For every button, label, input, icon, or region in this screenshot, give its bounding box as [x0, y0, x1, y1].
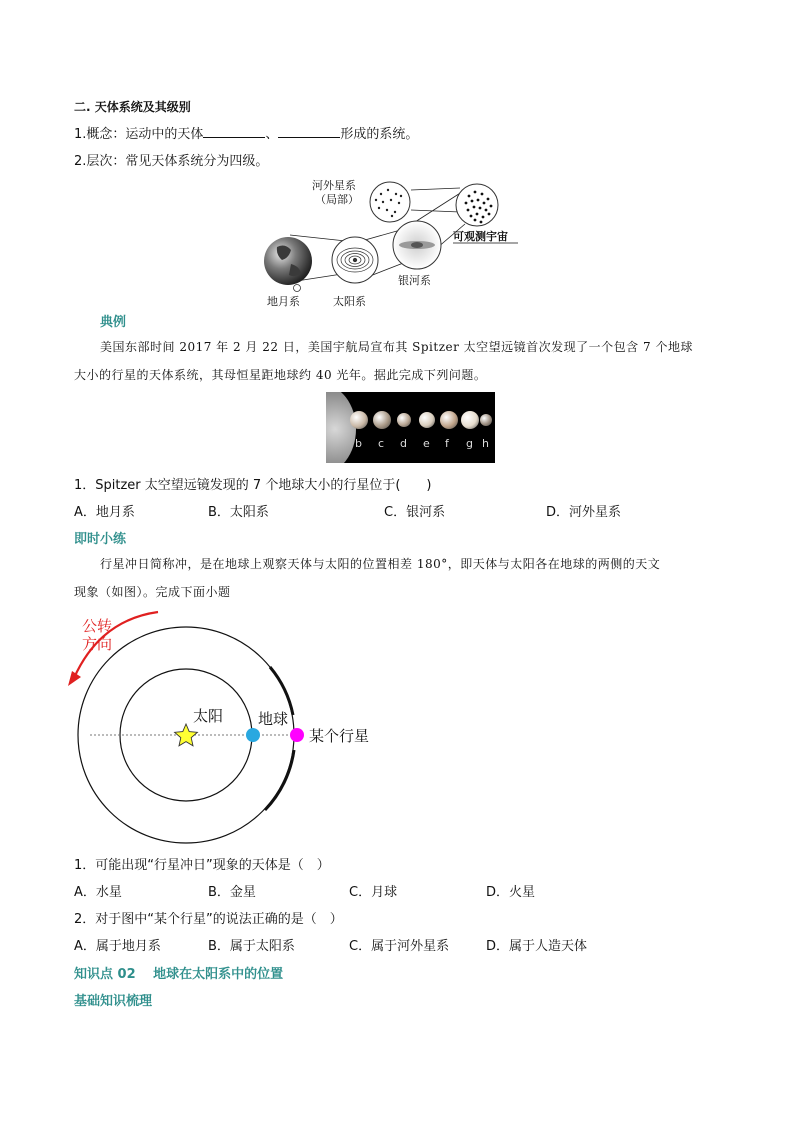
planet-letter: c	[378, 437, 385, 450]
example-text-1: 美国东部时间 2017 年 2 月 22 日，美国宇航局宣布其 Spitzer 太空望远镜首次发现了一个包含 7 个地球	[100, 340, 693, 354]
option-b[interactable]: B．太阳系	[208, 505, 269, 520]
option-a[interactable]: A．地月系	[74, 505, 135, 520]
q2-option-b[interactable]: B．属于太阳系	[208, 939, 295, 954]
example-text-2: 大小的行星的天体系统，其母恒星距地球约 40 光年。据此完成下列问题。	[74, 368, 487, 382]
planet-label: 某个行星	[309, 727, 370, 745]
label-solar-system: 太阳系	[333, 295, 366, 308]
extragalactic-icon	[370, 182, 410, 222]
example-question: 1．Spitzer 太空望远镜发现的 7 个地球大小的行星位于( )	[74, 478, 432, 493]
practice-question-1: 1．可能出现“行星冲日”现象的天体是（ ）	[74, 858, 330, 873]
label-extragalactic: 河外星系	[312, 179, 356, 192]
q1-option-c[interactable]: C．月球	[349, 885, 398, 900]
example-heading: 典例	[100, 315, 127, 330]
practice-question-2: 2．对于图中“某个行星”的说法正确的是（ ）	[74, 912, 343, 927]
label-milky-way: 银河系	[398, 274, 431, 287]
planet-dot-icon	[290, 728, 304, 742]
practice-heading: 即时小练	[74, 532, 127, 547]
q1-option-d[interactable]: D．火星	[486, 885, 536, 900]
sun-star-icon	[175, 724, 198, 746]
planet-b-icon	[350, 411, 368, 429]
planet-f-icon	[440, 411, 458, 429]
concept-sep: 、	[265, 127, 279, 142]
concept-line	[74, 123, 418, 142]
planet-h-icon	[480, 414, 492, 426]
label-observable-universe: 可观测宇宙	[453, 230, 508, 243]
celestial-systems-diagram	[255, 172, 535, 312]
knowledge-heading: 知识点 02 地球在太阳系中的位置	[74, 967, 284, 982]
planet-e-icon	[419, 412, 435, 428]
solar-system-icon	[332, 237, 378, 283]
planet-letter: b	[355, 437, 362, 450]
rotation-label-2: 方向	[82, 635, 113, 653]
opposition-diagram	[60, 600, 390, 850]
levels-line: 2.层次：常见天体系统分为四级。	[74, 154, 269, 169]
option-c[interactable]: C．银河系	[384, 505, 446, 520]
q2-option-c[interactable]: C．属于河外星系	[349, 939, 450, 954]
trappist-planets-image	[326, 392, 495, 463]
practice-text-1: 行星冲日简称冲，是在地球上观察天体与太阳的位置相差 180°，即天体与太阳各在地球的两侧的天文	[100, 557, 661, 571]
outer-orbit-thick-arc-2	[265, 750, 294, 810]
observable-universe-icon	[456, 184, 498, 226]
fill-blank-2[interactable]	[278, 126, 340, 138]
planet-letter: h	[482, 437, 489, 450]
sun-label: 太阳	[193, 707, 224, 725]
planet-c-icon	[373, 411, 391, 429]
milky-way-icon	[393, 221, 441, 269]
practice-text-2: 现象（如图）。完成下面小题	[74, 585, 231, 599]
knowledge-subheading: 基础知识梳理	[74, 994, 153, 1009]
section-heading: 二. 天体系统及其级别	[74, 100, 191, 114]
earth-dot-icon	[246, 728, 260, 742]
planet-letter: g	[466, 437, 473, 450]
q2-option-a[interactable]: A．属于地月系	[74, 939, 161, 954]
planet-d-icon	[397, 413, 411, 427]
option-d[interactable]: D．河外星系	[546, 505, 622, 520]
label-earth-moon: 地月系	[267, 295, 300, 308]
planet-letter: d	[400, 437, 407, 450]
fill-blank-1[interactable]	[203, 126, 265, 138]
earth-label: 地球	[258, 710, 289, 728]
q1-option-b[interactable]: B．金星	[208, 885, 256, 900]
planet-row	[326, 392, 495, 463]
rotation-label-1: 公转	[82, 617, 113, 635]
rotation-arrowhead-icon	[68, 671, 81, 686]
q2-option-d[interactable]: D．属于人造天体	[486, 939, 588, 954]
concept-suffix: 形成的系统。	[340, 127, 419, 142]
moon-icon	[294, 285, 301, 292]
q1-option-a[interactable]: A．水星	[74, 885, 122, 900]
planet-letter: e	[423, 437, 430, 450]
planet-letter: f	[445, 437, 449, 450]
outer-orbit-thick-arc-1	[270, 667, 293, 715]
earth-globe-icon	[264, 237, 312, 285]
planet-g-icon	[461, 411, 479, 429]
label-extragalactic-partial: （局部）	[315, 193, 359, 206]
concept-prefix: 1.概念：运动中的天体	[74, 127, 204, 142]
